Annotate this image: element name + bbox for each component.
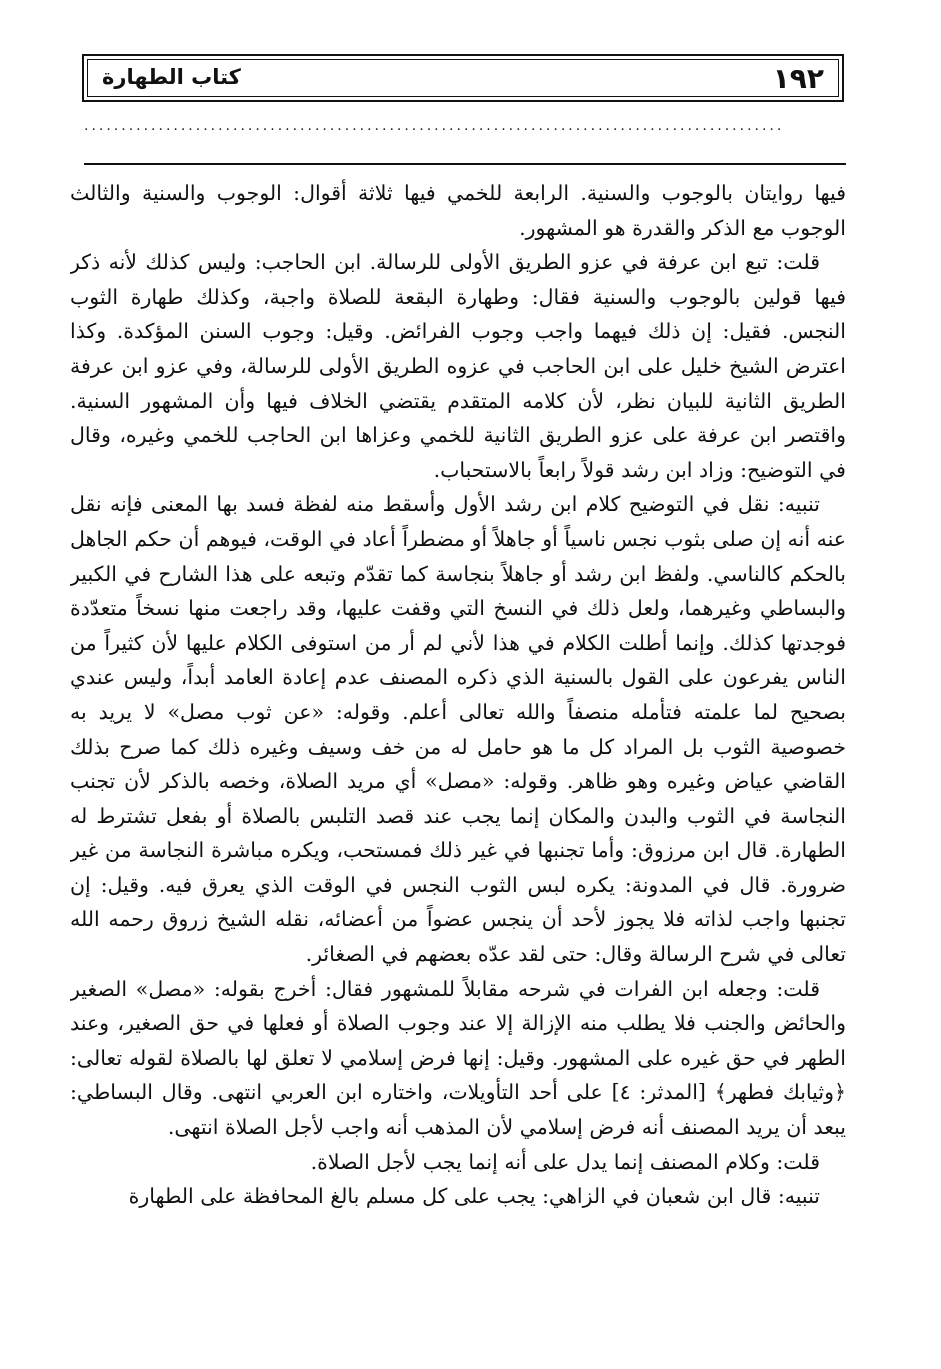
paragraph: قلت: وجعله ابن الفرات في شرحه مقابلاً للمشهور فقال: أخرج بقوله: «مصل» الصغير والحائض والجنب فلا يطلب منه الإزالة إلا عند وجوب الصلاة أو فعلها في حق الصغير، وعند الطهر في حق غيره على المشهور. وقيل: إنها فرض إسلامي لا تعلق لها بالصلاة لقوله تعالى: ﴿وثيابك فطهر﴾ [المدثر: ٤] على أحد التأويلات، واختاره ابن العربي انتهى. وقال البساطي: يبعد أن يريد المصنف أنه فرض إسلامي لأن المذهب أنه واجب لأجل الصلاة انتهى. <box>70 976 846 1140</box>
paragraph: قلت: وكلام المصنف إنما يدل على أنه إنما يجب لأجل الصلاة. <box>310 1149 820 1174</box>
paragraph: تنبيه: قال ابن شعبان في الزاهي: يجب على كل مسلم بالغ المحافظة على الطهارة <box>128 1184 820 1209</box>
page-number: ١٩٢ <box>772 62 824 95</box>
main-text <box>70 176 846 1306</box>
dotted-separator: .............................................................................................. <box>84 118 785 134</box>
book-title: كتاب الطهارة <box>102 65 241 89</box>
paragraph: فيها روايتان بالوجوب والسنية. الرابعة للخمي فيها ثلاثة أقوال: الوجوب والسنية والثالث الوجوب مع الذكر والقدرة هو المشهور. <box>70 181 846 240</box>
paragraph: تنبيه: نقل في التوضيح كلام ابن رشد الأول وأسقط منه لفظة فسد بها المعنى فإنه نقل عنه أنه إن صلى بثوب نجس ناسياً أو جاهلاً أو مضطراً أعاد في الوقت، فيوهم أن حكم الجاهل بالحكم كالناسي. ولفظ ابن رشد أو جاهلاً بنجاسة كما تقدّم وتبعه على هذا الشارح في الكبير والبساطي وغيرهما، ولعل ذلك في النسخ التي وقفت عليها، وقد راجعت منها نسخاً متعدّدة فوجدتها كذلك. وإنما أطلت الكلام في هذا لأني لم أر من استوفى الكلام عليها لأن كثيراً من الناس يفرعون على القول بالسنية الذي ذكره المصنف عدم إعادة العامد أبداً، وليس عندي بصحيح لما علمته فتأمله منصفاً والله تعالى أعلم. وقوله: «عن ثوب مصل» لا يريد به خصوصية الثوب بل المراد كل ما هو حامل له من خف وسيف وغيره ذلك كما صرح بذلك القاضي عياض وغيره وهو ظاهر. وقوله: «مصل» أي مريد الصلاة، وخصه بالذكر لأن تجنب النجاسة في الثوب والبدن والمكان إنما يجب عند قصد التلبس بالصلاة أو بفعل تشترط له الطهارة. قال ابن مرزوق: وأما تجنبها في غير ذلك فمستحب، ويكره مباشرة النجاسة من غير ضرورة. قال في المدونة: يكره لبس الثوب النجس في الوقت الذي يعرق فيه. وقيل: إن تجنبها واجب لذاته فلا يجوز لأحد أن ينجس عضواً من أعضائه، نقله الشيخ زروق رحمه الله تعالى في شرح الرسالة وقال: حتى لقد عدّه بعضهم في الصغائر. <box>70 492 846 967</box>
paragraph: قلت: تبع ابن عرفة في عزو الطريق الأولى للرسالة. ابن الحاجب: وليس كذلك لأنه ذكر فيها قولين بالوجوب والسنية فقال: وطهارة البقعة للصلاة واجبة، وكذلك طهارة الثوب النجس. فقيل: إن ذلك فيهما واجب وجوب الفرائض. وقيل: وجوب السنن المؤكدة. وكذا اعترض الشيخ خليل على ابن الحاجب في عزوه الطريق الأولى للرسالة، وفي عزو ابن عرفة الطريق الثانية للبيان نظر، لأن كلامه المتقدم يقتضي الخلاف فيها وأن المشهور السنية. واقتصر ابن عرفة على عزو الطريق الثانية للخمي وعزاها ابن الحاجب للخمي وغيره، وقال في التوضيح: وزاد ابن رشد قولاً رابعاً بالاستحباب. <box>70 250 846 482</box>
running-header <box>82 54 844 102</box>
header-rule <box>84 163 846 165</box>
